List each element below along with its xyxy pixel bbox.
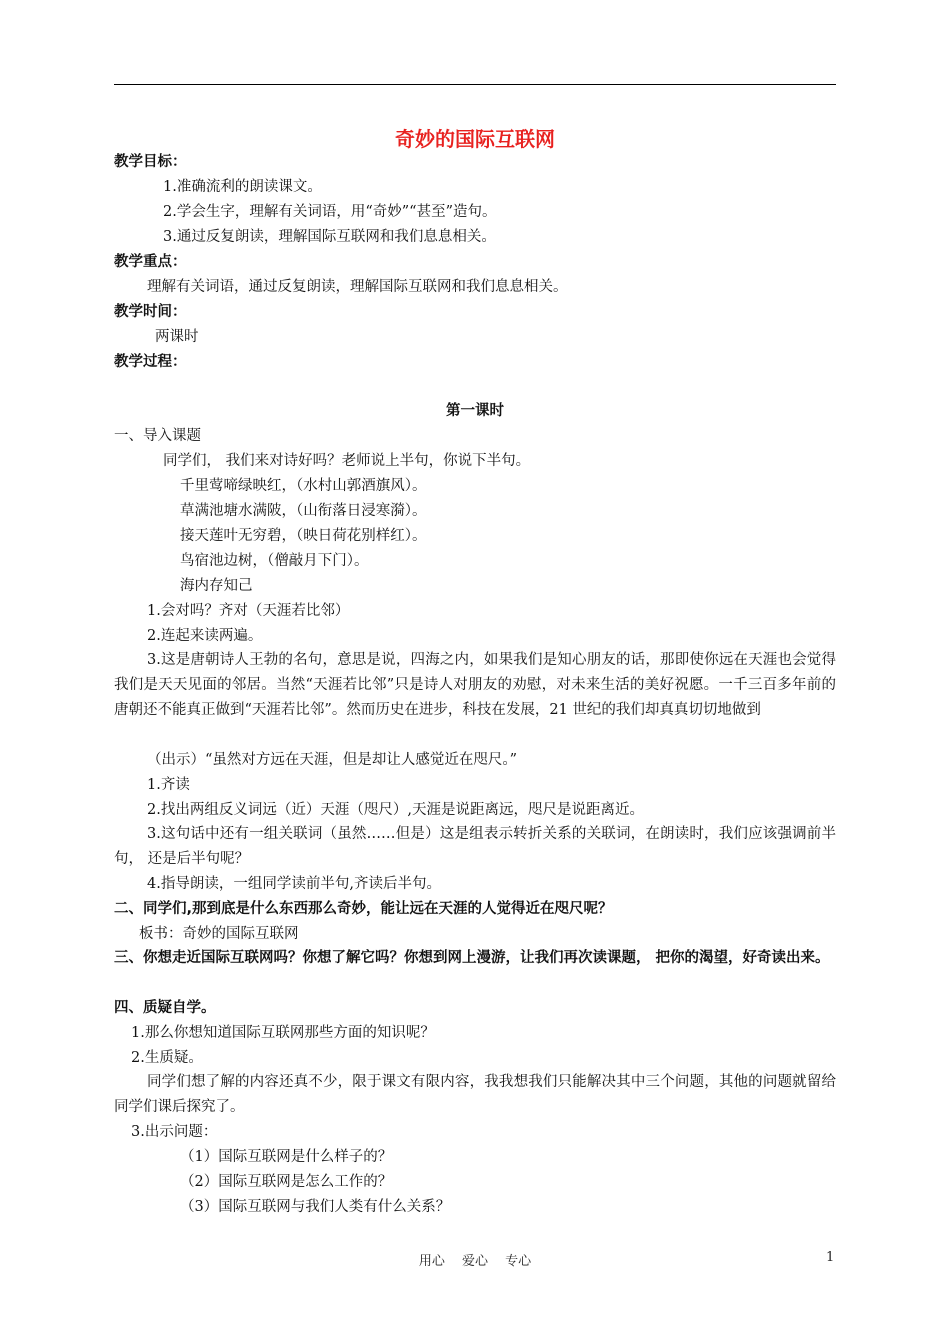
section-2-heading: 二、同学们,那到底是什么东西那么奇妙，能让远在天涯的人觉得近在咫尺呢？ bbox=[114, 901, 613, 917]
section-1-intro: 同学们， 我们来对诗好吗？老师说上半句，你说下半句。 bbox=[163, 453, 531, 469]
list-item: 1.会对吗？齐对（天涯若比邻） bbox=[147, 603, 350, 619]
list-item: 4.指导朗读，一组同学读前半句,齐读后半句。 bbox=[147, 876, 441, 892]
paragraph: 同学们想了解的内容还真不少，限于课文有限内容，我我想我们只能解决其中三个问题，其他的问题就留给同学们课后探究了。 bbox=[114, 1074, 836, 1115]
list-item: 2.找出两组反义词远（近）天涯（咫尺）,天涯是说距离远，咫尺是说距离近。 bbox=[147, 802, 644, 818]
goals-heading: 教学目标： bbox=[114, 154, 187, 170]
list-item: 1.齐读 bbox=[147, 777, 190, 793]
question-item: （1）国际互联网是什么样子的？ bbox=[180, 1149, 393, 1165]
process-heading: 教学过程： bbox=[114, 354, 187, 370]
focus-text: 理解有关词语，通过反复朗读，理解国际互联网和我们息息相关。 bbox=[147, 279, 568, 295]
list-item: 3.出示问题： bbox=[131, 1124, 218, 1140]
time-text: 两课时 bbox=[155, 329, 199, 345]
question-item: （3）国际互联网与我们人类有什么关系？ bbox=[180, 1199, 451, 1215]
poem-line: 接天莲叶无穷碧，（映日荷花别样红）。 bbox=[180, 528, 427, 544]
goal-item: 3.通过反复朗读，理解国际互联网和我们息息相关。 bbox=[163, 229, 496, 245]
goal-item: 1.准确流利的朗读课文。 bbox=[163, 179, 322, 195]
header-rule bbox=[114, 84, 836, 85]
question-item: （2）国际互联网是怎么工作的？ bbox=[180, 1174, 393, 1190]
focus-heading: 教学重点： bbox=[114, 254, 187, 270]
poem-line: 千里莺啼绿映红，（水村山郭酒旗风）。 bbox=[180, 478, 427, 494]
list-item: 1.那么你想知道国际互联网那些方面的知识呢？ bbox=[131, 1025, 435, 1041]
section-1-heading: 一、导入课题 bbox=[114, 428, 201, 444]
list-item: 2.生质疑。 bbox=[131, 1050, 203, 1066]
time-heading: 教学时间： bbox=[114, 304, 187, 320]
poem-line: 草满池塘水满陂，（山衔落日浸寒漪）。 bbox=[180, 503, 427, 519]
board-text: 板书：奇妙的国际互联网 bbox=[139, 926, 299, 942]
paragraph: 3.这是唐朝诗人王勃的名句，意思是说，四海之内，如果我们是知心朋友的话，那即使你远在天涯也会觉得我们是天天见面的邻居。当然“天涯若比邻”只是诗人对朋友的劝慰，对未来生活的美好祝愿。一千三百多年前的唐朝还不能真正做到“天涯若比邻”。然而历史在进步，科技在发展，21 世纪的我们却真真切切地做到 bbox=[114, 652, 836, 718]
section-4-heading: 四、质疑自学。 bbox=[114, 1000, 216, 1016]
list-item: 2.连起来读两遍。 bbox=[147, 628, 263, 644]
page-number: 1 bbox=[826, 1250, 835, 1265]
poem-line: 海内存知己 bbox=[180, 578, 253, 594]
document-title: 奇妙的国际互联网 bbox=[395, 127, 555, 151]
footer-motto: 用心 爱心 专心 bbox=[418, 1254, 532, 1269]
lesson-heading: 第一课时 bbox=[446, 403, 504, 419]
show-quote: （出示）“虽然对方远在天涯，但是却让人感觉近在咫尺。” bbox=[147, 752, 518, 768]
goal-item: 2.学会生字，理解有关词语，用“奇妙”“甚至”造句。 bbox=[163, 204, 497, 220]
poem-line: 鸟宿池边树，（僧敲月下门）。 bbox=[180, 553, 369, 569]
paragraph: 3.这句话中还有一组关联词（虽然……但是）这是组表示转折关系的关联词，在朗读时，我们应该强调前半句， 还是后半句呢？ bbox=[114, 826, 836, 867]
section-3-heading: 三、你想走近国际互联网吗？你想了解它吗？你想到网上漫游，让我们再次读课题， 把你的渴望，好奇读出来。 bbox=[114, 950, 830, 966]
